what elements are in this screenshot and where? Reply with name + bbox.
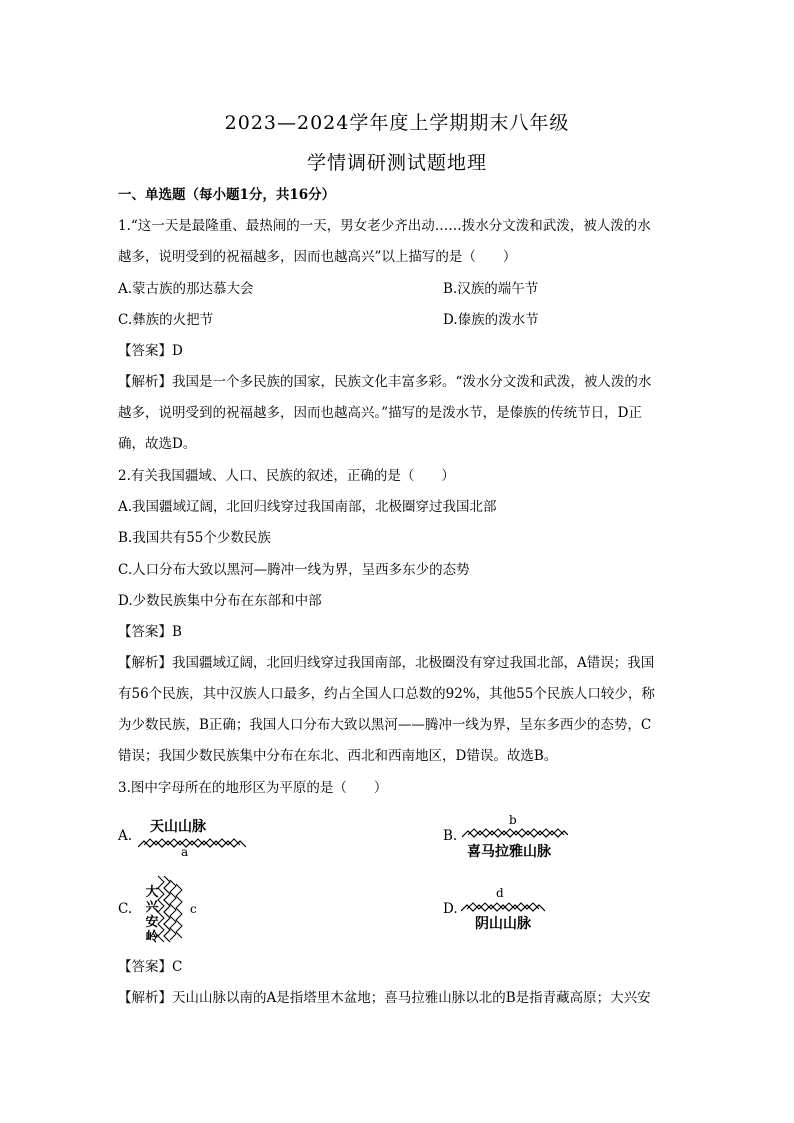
- q3-option-b-mountain-name: 喜马拉雅山脉: [467, 844, 551, 860]
- q3-option-d-mountain-symbol: [461, 897, 545, 913]
- q1-explanation-line3: 确，故选D。: [118, 436, 197, 452]
- document-title-line1: 2023—2024学年度上学期期末八年级: [224, 112, 570, 134]
- q3-option-c-name-char: 安: [145, 915, 159, 930]
- document-title-line2: 学情调研测试题地理: [306, 152, 487, 174]
- q3-option-c-marker: c: [190, 902, 197, 916]
- q1-answer: 【答案】D: [118, 343, 183, 359]
- q2-explanation-line4: 错误；我国少数民族集中分布在东北、西北和西南地区，D错误。故选B。: [118, 748, 558, 764]
- q1-stem-line2: 越多，说明受到的祝福越多，因而也越高兴”以上描写的是（ ）: [118, 249, 517, 265]
- q3-option-c-name-char: 大: [145, 885, 159, 900]
- q3-stem: 3.图中字母所在的地形区为平原的是（ ）: [118, 780, 388, 796]
- section-heading: 一、单选题（每小题1分，共16分）: [118, 187, 336, 203]
- q3-option-a-letter: A.: [118, 828, 133, 844]
- q2-explanation-line1: 【解析】我国疆域辽阔，北回归线穿过我国南部，北极圈没有穿过我国北部，A错误；我国: [118, 655, 655, 671]
- q2-answer: 【答案】B: [118, 624, 182, 640]
- q3-option-a-mountain-name: 天山山脉: [150, 819, 206, 835]
- q3-option-d-mountain-name: 阴山山脉: [475, 916, 531, 932]
- q3-option-b-letter: B.: [443, 828, 458, 844]
- q3-answer: 【答案】C: [118, 959, 183, 975]
- q2-explanation-line2: 有56个民族，其中汉族人口最多，约占全国人口总数的92%，其他55个民族人口较少，称: [118, 686, 655, 702]
- q2-option-a: A.我国疆域辽阔，北回归线穿过我国南部，北极圈穿过我国北部: [118, 499, 497, 515]
- q2-option-c: C.人口分布大致以黑河—腾冲一线为界，呈西多东少的态势: [118, 562, 470, 578]
- q1-explanation-line2: 越多，说明受到的祝福越多，因而也越高兴。”描写的是泼水节，是傣族的传统节日，D正: [118, 405, 642, 421]
- q1-stem-line1: 1.“这一天是最隆重、最热闹的一天，男女老少齐出动……拨水分文泼和武泼，被人泼的水: [118, 218, 651, 234]
- q1-option-c: C.彝族的火把节: [118, 312, 214, 328]
- q3-explanation-line1: 【解析】天山山脉以南的A是指塔里木盆地；喜马拉雅山脉以北的B是指青藏高原；大兴安: [118, 990, 651, 1006]
- q2-option-b: B.我国共有55个少数民族: [118, 530, 271, 546]
- q2-stem: 2.有关我国疆域、人口、民族的叙述，正确的是（ ）: [118, 468, 455, 484]
- q2-option-d: D.少数民族集中分布在东部和中部: [118, 593, 322, 609]
- q3-option-d-marker: d: [496, 886, 504, 900]
- q1-option-d: D.傣族的泼水节: [443, 312, 539, 328]
- q3-option-c-mountain-name: [145, 885, 159, 945]
- q1-option-a: A.蒙古族的那达慕大会: [118, 281, 254, 297]
- q3-option-c-letter: C.: [118, 901, 133, 917]
- q3-option-c-name-char: 兴: [145, 900, 159, 915]
- q3-option-b-mountain-symbol: [462, 823, 568, 839]
- q3-option-a-marker: a: [181, 845, 189, 859]
- q3-option-c-name-char: 岭: [145, 930, 159, 945]
- q1-explanation-line1: 【解析】我国是一个多民族的国家，民族文化丰富多彩。“泼水分文泼和武泼，被人泼的水: [118, 374, 652, 390]
- q2-explanation-line3: 为少数民族，B正确；我国人口分布大致以黑河——腾冲一线为界，呈东多西少的态势，C: [118, 717, 652, 733]
- q3-option-d-letter: D.: [443, 901, 458, 917]
- q1-option-b: B.汉族的端午节: [443, 281, 539, 297]
- q3-option-a-mountain-symbol: [138, 833, 248, 849]
- q3-option-b-marker: b: [509, 813, 517, 827]
